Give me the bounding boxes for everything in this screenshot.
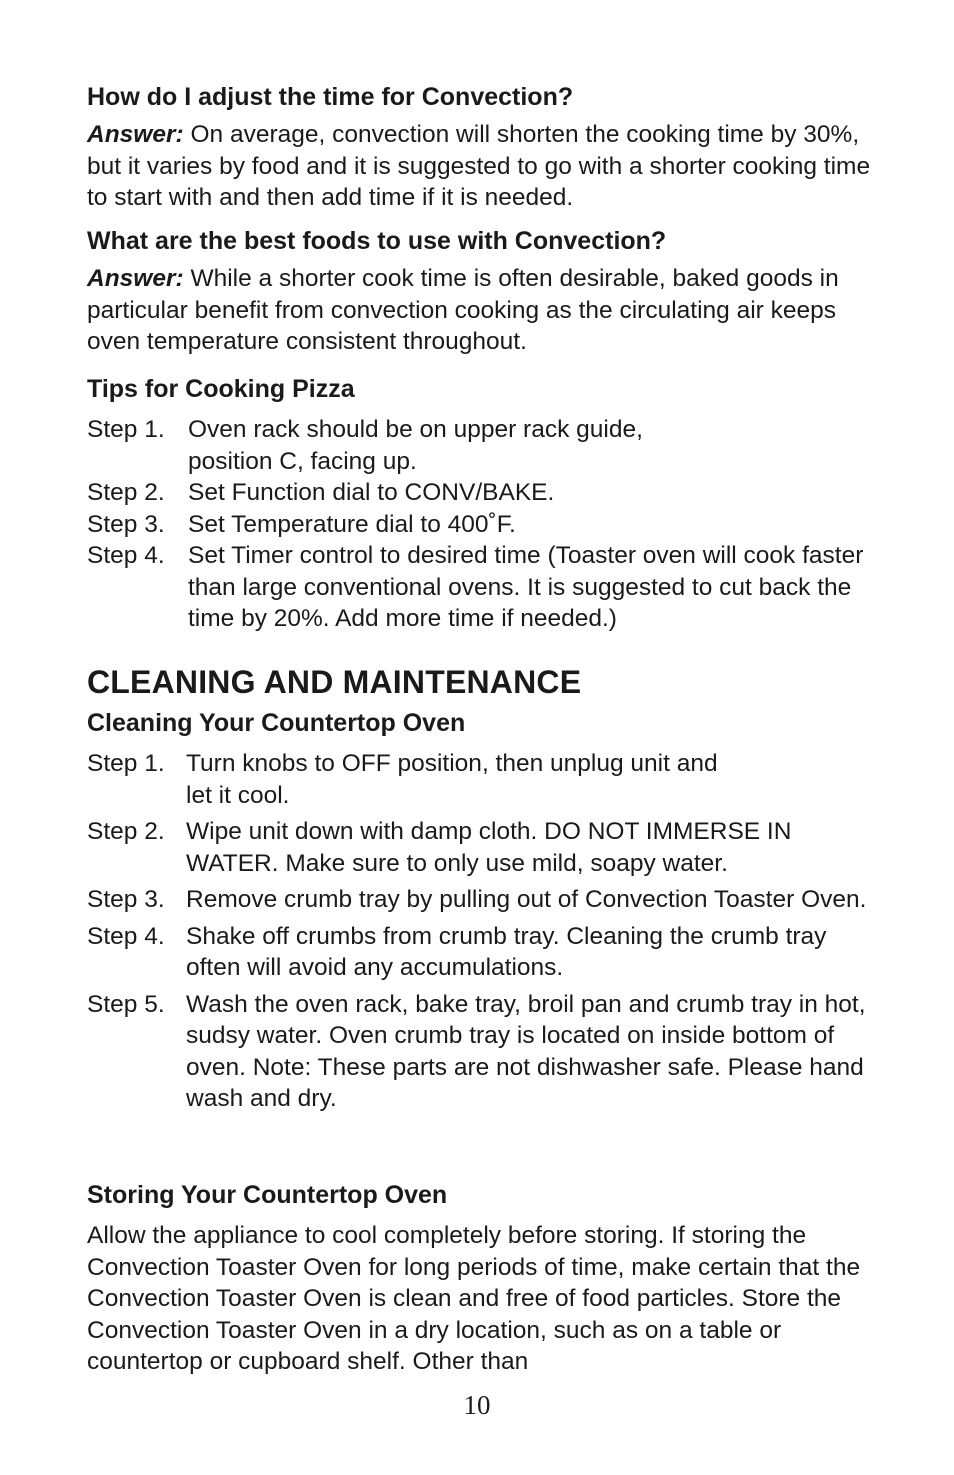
step-text: Set Temperature dial to 400˚F.: [188, 510, 516, 538]
pizza-step: [87, 477, 877, 509]
answer-label: Answer:: [87, 265, 184, 292]
step-text: Remove crumb tray by pulling out of Convection Toaster Oven.: [186, 886, 867, 913]
storing-heading: Storing Your Countertop Oven: [87, 1181, 448, 1209]
pizza-step: [87, 540, 877, 635]
step-text: Shake off crumbs from crumb tray. Cleaning the crumb tray often will avoid any accumulations.: [186, 922, 827, 981]
pizza-step: [87, 509, 877, 541]
page-number: 10: [463, 1390, 491, 1420]
step-text: Wash the oven rack, bake tray, broil pan and crumb tray in hot, sudsy water. Oven crumb tray is located on inside bottom of oven. Note: These parts are not dishwasher safe. Please hand wash and dry.: [186, 990, 866, 1112]
step-text: Set Timer control to desired time (Toaster oven will cook faster than large conventional ovens. It is suggested to cut back the time by 20%. Add more time if needed.): [188, 542, 864, 632]
answer-text: On average, convection will shorten the cooking time by 30%, but it varies by food and it is suggested to go with a shorter cooking time to start with and then add time if it is needed.: [87, 121, 871, 211]
step-text: Set Function dial to CONV/BAKE.: [188, 479, 555, 506]
step-number: Step 2.: [87, 818, 165, 845]
faq-answer-2: [87, 263, 877, 358]
faq-answer-1: [87, 119, 877, 214]
cleaning-step: [87, 884, 877, 916]
step-text: Oven rack should be on upper rack guide, position C, facing up.: [188, 416, 643, 475]
section-title: CLEANING AND MAINTENANCE: [87, 664, 582, 700]
cleaning-steps-list: [87, 748, 877, 1120]
step-text: Wipe unit down with damp cloth. DO NOT IMMERSE IN WATER. Make sure to only use mild, soapy water.: [186, 818, 792, 877]
cleaning-step: [87, 921, 877, 984]
storing-text: Allow the appliance to cool completely before storing. If storing the Convection Toaster Oven for long periods of time, make certain that the Convection Toaster Oven is clean and free of food particles. Store the Convection Toaster Oven in a dry location, such as on a table or countertop or cupboard shelf. Other than: [87, 1222, 861, 1375]
step-number: Step 1.: [87, 416, 165, 443]
step-number: Step 3.: [87, 510, 165, 538]
faq-question-2: What are the best foods to use with Convection?: [87, 227, 667, 255]
answer-label: Answer:: [87, 121, 184, 148]
step-text: Turn knobs to OFF position, then unplug unit and let it cool.: [186, 750, 718, 809]
pizza-steps-list: [87, 414, 877, 635]
step-number: Step 5.: [87, 990, 165, 1018]
step-number: Step 4.: [87, 922, 165, 950]
cleaning-heading: Cleaning Your Countertop Oven: [87, 709, 466, 737]
step-number: Step 4.: [87, 542, 165, 569]
pizza-tips-heading: Tips for Cooking Pizza: [87, 375, 355, 403]
step-number: Step 2.: [87, 479, 165, 506]
cleaning-step: [87, 748, 877, 811]
step-number: Step 1.: [87, 750, 165, 777]
cleaning-step: [87, 989, 877, 1115]
cleaning-step: [87, 816, 877, 879]
faq-question-1: How do I adjust the time for Convection?: [87, 83, 574, 111]
pizza-step: [87, 414, 877, 477]
answer-text: While a shorter cook time is often desirable, baked goods in particular benefit from convection cooking as the circulating air keeps oven temperature consistent throughout.: [87, 265, 839, 355]
step-number: Step 3.: [87, 886, 165, 913]
